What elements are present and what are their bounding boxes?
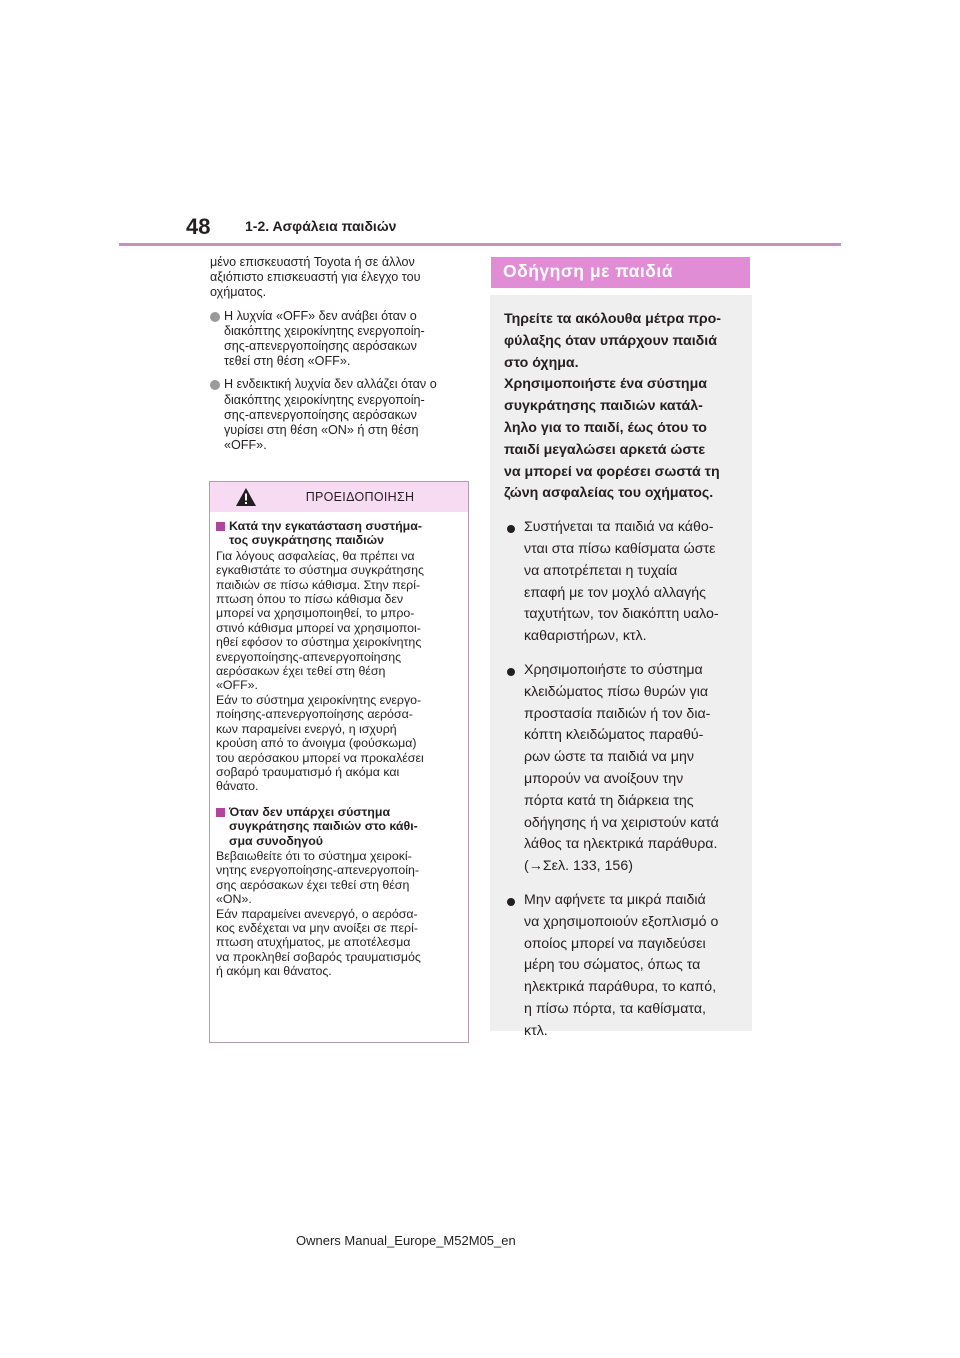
text-line: η πίσω πόρτα, τα καθίσματα,	[524, 1000, 706, 1017]
text-line: αξιόπιστο επισκευαστή για έλεγχο του	[210, 270, 421, 285]
text-line: Χρησιμοποιήστε ένα σύστημα	[504, 376, 707, 393]
subheading-text	[229, 519, 462, 548]
bullet-dot-icon	[507, 668, 515, 676]
text-line: συγκράτησης παιδιών στο κάθι-	[229, 819, 418, 834]
text-line: «OFF».	[224, 438, 267, 453]
text-line: Όταν δεν υπάρχει σύστημα	[229, 804, 391, 819]
text-line: τεθεί στη θέση «OFF».	[224, 354, 351, 369]
text-line: κος ενδέχεται να μην ανοίξει σε περί-	[216, 920, 418, 935]
text-line: αερόσακων έχει τεθεί στη θέση	[216, 664, 386, 679]
text-line: Κατά την εγκατάσταση συστήμα-	[229, 519, 422, 533]
text-line: σης-απενεργοποίησης αερόσακων	[224, 407, 417, 422]
text-line: «ON».	[216, 892, 252, 907]
square-bullet-icon	[216, 808, 225, 817]
text-line: κρούση από το άνοιγμα (φούσκωμα)	[216, 736, 417, 751]
text-line: ηλεκτρικά παράθυρα, το καπό,	[524, 979, 717, 996]
text-line: ζώνη ασφαλείας του οχήματος.	[504, 485, 714, 502]
warning-subheading	[216, 519, 462, 548]
text-line: λάθος τα ηλεκτρικά παράθυρα.	[524, 836, 718, 853]
text-line: σμα συνοδηγού	[229, 833, 324, 848]
text-line: ηθεί εφόσον το σύστημα χειροκίνητης	[216, 635, 422, 650]
text-line: «OFF».	[216, 678, 258, 693]
text-line: επαφή με τον μοχλό αλλαγής	[524, 584, 706, 601]
text-line: να προκληθεί σοβαρός τραυματισμός	[216, 949, 421, 964]
bullet-item	[210, 309, 470, 370]
text-line: οποίος μπορεί να παγιδεύσει	[524, 935, 706, 952]
text-line: μέρη του σώματος, όπως τα	[524, 957, 701, 974]
text-line: κόπτη κλειδώματος παραθύ-	[524, 727, 704, 744]
text-line: νται στα πίσω καθίσματα ώστε	[524, 540, 716, 557]
text-line: φύλαξης όταν υπάρχουν παιδιά	[504, 332, 717, 349]
text-line: πτωση όπου το πίσω κάθισμα δεν	[216, 592, 404, 607]
list-item	[504, 660, 744, 878]
text-line: Βεβαιωθείτε ότι το σύστημα χειροκί-	[216, 848, 412, 863]
subheading-text	[229, 805, 462, 848]
warning-section	[216, 519, 462, 794]
text-line: σοβαρό τραυματισμό ή ακόμα και	[216, 764, 400, 779]
warning-triangle-icon	[235, 487, 257, 507]
text-line: Μην αφήνετε τα μικρά παιδιά	[524, 891, 706, 908]
text-line: πτωση ατυχήματος, με αποτέλεσμα	[216, 935, 411, 950]
text-line: να αποτρέπεται η τυχαία	[524, 562, 678, 579]
intro-text	[504, 309, 744, 505]
text-line: καθαριστήρων, κτλ.	[524, 628, 647, 645]
text-line: Συστήνεται τα παιδιά να κάθο-	[524, 519, 714, 536]
continued-paragraph	[210, 255, 470, 301]
list-item	[504, 890, 744, 1043]
text-line: Η ενδεικτική λυχνία δεν αλλάζει όταν ο	[224, 377, 437, 392]
square-bullet-icon	[216, 522, 225, 531]
list-item	[504, 517, 744, 648]
text-line: ή ακόμη και θάνατος.	[216, 964, 332, 979]
text-line: ταχυτήτων, τον διακόπτη υαλο-	[524, 606, 719, 623]
text-line: διακόπτης χειροκίνητης ενεργοποίη-	[224, 392, 425, 407]
warning-header	[210, 482, 468, 512]
text-line: κτλ.	[524, 1022, 548, 1039]
warning-text	[216, 549, 462, 794]
text-line: μένο επισκευαστή Toyota ή σε άλλον	[210, 255, 415, 269]
text-line: ενεργοποίησης-απενεργοποίησης	[216, 649, 402, 664]
text-line: Χρησιμοποιήστε το σύστημα	[524, 661, 703, 678]
text-line: Εάν παραμείνει ανενεργό, ο αερόσα-	[216, 906, 418, 921]
text-line: κλειδώματος πίσω θυρών για	[524, 683, 709, 700]
text-line: στινό κάθισμα μπορεί να χρησιμοποι-	[216, 620, 421, 635]
bullet-dot-icon	[507, 525, 515, 533]
text-line: στο όχημα.	[504, 354, 579, 371]
page-number: 48	[186, 214, 211, 239]
text-line: οδήγησης ή να χειριστούν κατά	[524, 814, 719, 831]
bullet-dot-icon	[507, 898, 515, 906]
text-line: κων παραμείνει ενεργό, η ισχυρή	[216, 721, 397, 736]
text-line: Για λόγους ασφαλείας, θα πρέπει να	[216, 548, 415, 563]
text-line: Εάν το σύστημα χειροκίνητης ενεργο-	[216, 692, 422, 707]
section-heading: Οδήγηση με παιδιά	[491, 257, 750, 288]
text-line: συγκράτησης παιδιών κατάλ-	[504, 398, 703, 415]
page-reference[interactable]: (→Σελ. 133, 156)	[524, 858, 633, 875]
warning-subheading	[216, 805, 462, 848]
warning-text	[216, 849, 462, 979]
warning-title: ΠΡΟΕΙΔΟΠΟΙΗΣΗ	[305, 490, 415, 504]
warning-body	[210, 512, 468, 979]
bullet-item	[210, 377, 470, 453]
header-rule	[119, 243, 841, 246]
text-line: παιδί μεγαλώσει αρκετά ώστε	[504, 441, 706, 458]
text-line: Τηρείτε τα ακόλουθα μέτρα προ-	[504, 311, 722, 327]
bullet-dot-icon	[210, 312, 220, 322]
text-line: ρων ώστε τα παιδιά να μην	[524, 749, 694, 766]
text-line: οχήματος.	[210, 285, 267, 300]
text-line: σης αερόσακων έχει τεθεί στη θέση	[216, 877, 410, 892]
left-column	[210, 255, 470, 461]
info-panel	[490, 295, 752, 1039]
text-line: σης-απενεργοποίησης αερόσακων	[224, 339, 417, 354]
text-line: θάνατο.	[216, 779, 259, 794]
text-line: να μπορεί να φορέσει σωστά τη	[504, 463, 720, 480]
text-line: εγκαθιστάτε το σύστημα συγκράτησης	[216, 563, 424, 578]
text-line: ποίησης-απενεργοποίησης αερόσα-	[216, 707, 413, 722]
text-line: γυρίσει στη θέση «ON» ή στη θέση	[224, 423, 419, 438]
text-line: διακόπτης χειροκίνητης ενεργοποίη-	[224, 323, 425, 338]
text-line: μπορούν να ανοίξουν την	[524, 770, 684, 787]
footer-text: Owners Manual_Europe_M52M05_en	[296, 1233, 516, 1248]
text-line: πόρτα κατά τη διάρκεια της	[524, 792, 694, 809]
text-line: προστασία παιδιών ή τον δια-	[524, 705, 711, 722]
text-line: να χρησιμοποιούν εξοπλισμό ο	[524, 913, 719, 930]
text-line: παιδιών σε πίσω κάθισμα. Στην περί-	[216, 577, 421, 592]
text-line: νητης ενεργοποίησης-απενεργοποίη-	[216, 863, 419, 878]
text-line: τος συγκράτησης παιδιών	[229, 533, 384, 548]
text-line: μπορεί να χρησιμοποιηθεί, το μπρο-	[216, 606, 415, 621]
text-line: ληλο για το παιδί, έως ότου το	[504, 419, 707, 436]
bullet-dot-icon	[210, 380, 220, 390]
text-line: του αερόσακου μπορεί να προκαλέσει	[216, 750, 424, 765]
section-title: 1-2. Ασφάλεια παιδιών	[245, 218, 397, 234]
warning-section	[216, 805, 462, 979]
warning-box	[209, 481, 469, 1043]
text-line: Η λυχνία «OFF» δεν ανάβει όταν ο	[224, 308, 417, 323]
